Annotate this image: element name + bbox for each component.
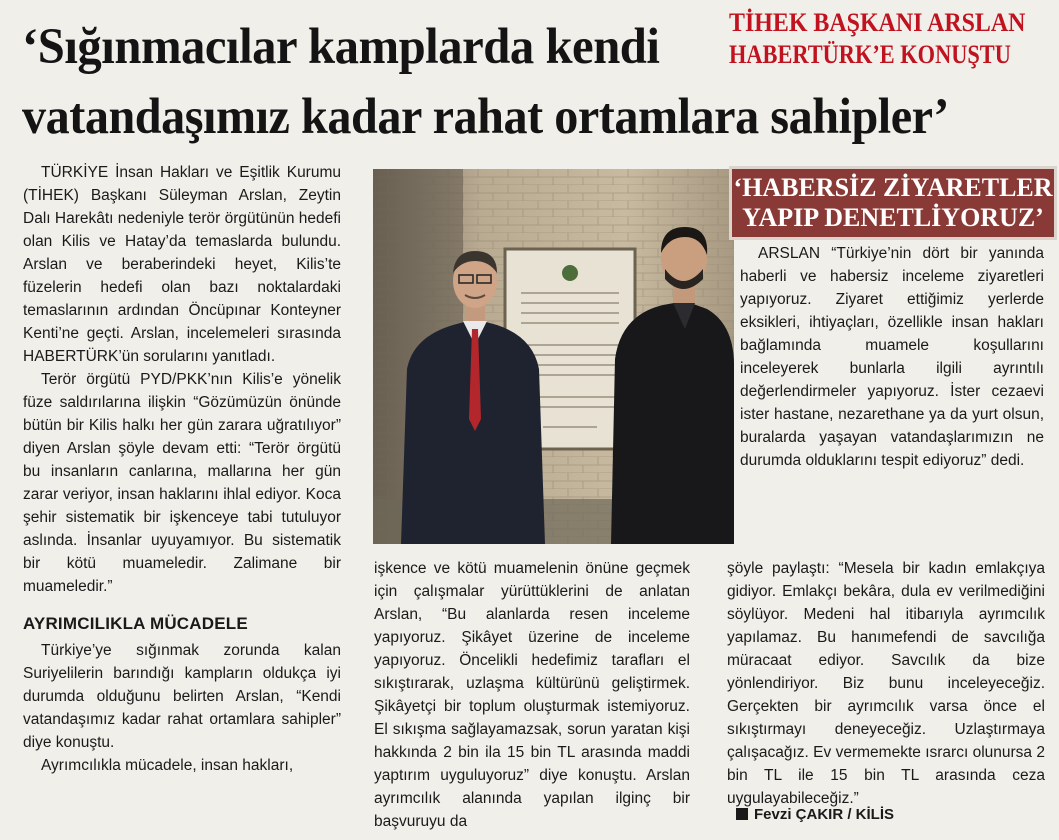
kicker-line-1: TİHEK BAŞKANI ARSLAN [729,8,1026,37]
byline [736,806,894,823]
article-column-2 [374,557,690,833]
article-column-1 [23,161,341,777]
headline-line-1: ‘Sığınmacılar kamplarda kendi [22,19,660,75]
paragraph: Ayrımcılıkla mücadele, insan hakları, [41,757,294,774]
byline-text: Fevzi ÇAKIR / KİLİS [754,806,895,823]
inset-headline-box [729,166,1057,240]
paragraph: Terör örgütü PYD/PKK’nın Kilis’e yönelik füze saldırılarına ilişkin “Gözümüzün önünde bütün bir Kilis halkı her gün zarara uğratılıyor” diyen Arslan şöyle devam etti: “Terör örgütü bu insanların canlarına, mallarına her gün zarar veriyor, insan haklarını ihlal ediyor. Koca şehir sistematik bir işkenceye tabi tutuluyor aslında. İnsanlar uyuyamıyor. Bu sistematik bir kötü muameledir. Zalimane bir muameledir.” [23,371,341,595]
paragraph: işkence ve kötü muamelenin önüne geçmek için çalışmalar yürüttüklerini de anlatan Arslan, “Bu alanlarda resen inceleme yapıyoruz. Şikâyet üzerine de inceleme yapıyoruz. Öncelikli hedefimiz tarafları el sıkıştırarak, uzlaşma kültürünü geliştirmek. Şikâyetçi bir toplum oluşturmak istemiyoruz. El sıkışma sağlayamazsak, sorun yaratan kişi hakkında 2 bin ila 15 bin TL arasında maddi yaptırım uyguluyoruz” diye konuştu. Arslan ayrımcılık alanında yapılan ilginç bir başvuruyu da [374,560,690,830]
square-bullet-icon [736,808,748,820]
headline-line-2: vatandaşımız kadar rahat ortamlara sahipler’ [22,89,950,145]
paragraph: ARSLAN “Türkiye’nin dört bir yanında haberli ve habersiz inceleme ziyaretleri yapıyoruz. Ziyaret ettiğimiz yerlerde eksikleri, ihtiyaçları, özellikle insan hakları bağlamında muamele koşullarını inceleyerek bunlarla ilgili ayrıntılı değerlendirmeler yapıyoruz. İster cezaevi ister hastane, nezarethane ya da yurt olsun, buralarda yaşayan vatandaşlarımızın ne durumda olduklarını tespit ediyoruz” dedi. [740,245,1044,469]
kicker-line-2: HABERTÜRK’E KONUŞTU [729,40,1011,69]
article-column-3 [727,557,1045,810]
article-column-4 [740,242,1044,472]
inset-headline-line-2: YAPIP DENETLİYORUZ’ [742,203,1044,232]
subheading: AYRIMCILIKLA MÜCADELE [23,614,248,633]
news-photo [373,169,734,544]
paragraph: şöyle paylaştı: “Mesela bir kadın emlakçıya gidiyor. Emlakçı bekâra, dula ev verilmediğini söylüyor. Medeni hal itibarıyla ayrımcılık yapılamaz. Bu hanımefendi de savcılığa müracaat ediyor. Savcılık da bize yönlendiriyor. Biz bunu inceleyeceğiz. Gerçekten bir ayrımcılık varsa önce el sıkıştırmayı deneyeceğiz. Uzlaştırmaya çalışacağız. Ev vermemekte ısrarcı olunursa 2 bin TL ile 15 bin TL arasında ceza uygulayabileceğiz.” [727,560,1045,807]
paragraph: TÜRKİYE İnsan Hakları ve Eşitlik Kurumu (TİHEK) Başkanı Süleyman Arslan, Zeytin Dalı Harekâtı nedeniyle terör örgütünün hedefi olan Kilis ve Hatay’da temaslarda bulundu. Arslan ve beraberindeki heyet, Kilis’te füzelerin hedefi olan bazı noktalardaki temaslarının ardından Öncüpınar Konteyner Kenti’ne geçti. Arslan, incelemeleri sırasında HABERTÜRK’ün sorularını yanıtladı. [23,164,341,365]
inset-headline-line-1: ‘HABERSİZ ZİYARETLER [733,173,1053,202]
paragraph: Türkiye’ye sığınmak zorunda kalan Suriyelilerin barındığı kampların oldukça iyi durumda olduğunu belirten Arslan, “Kendi vatandaşımız kadar rahat ortamlara sahipler” diye konuştu. [23,642,341,751]
